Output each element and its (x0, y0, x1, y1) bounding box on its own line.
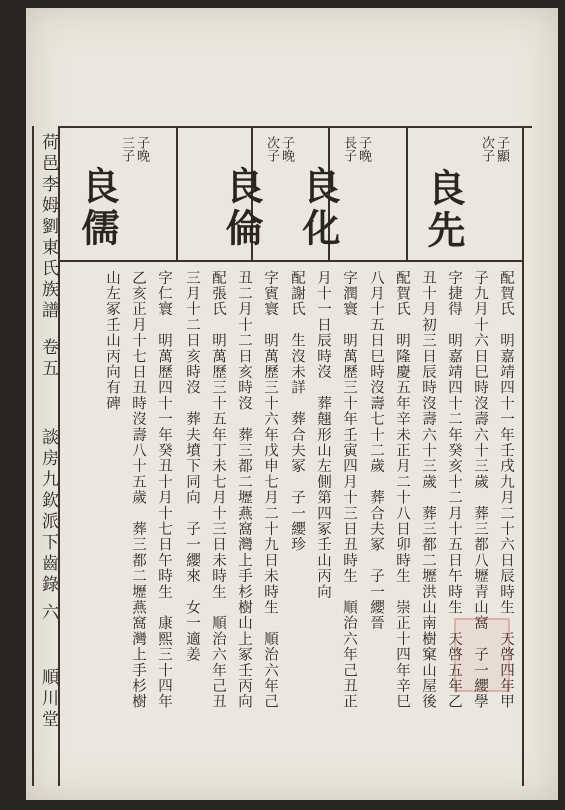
genealogy-page (26, 8, 558, 800)
bio-line: 字潤寰 明萬歷三十年壬寅四月十三日丑時生 順治六年己丑正 (341, 270, 357, 710)
person-name: 良倫 (219, 166, 264, 250)
collector-seal (454, 618, 510, 692)
bio-line: 子九月十六日巳時沒壽六十三歲 葬三都八壢青山窩 子一纓學 (472, 270, 488, 710)
gutter-rule (32, 126, 34, 786)
bio-line: 配張氏 明萬歷三十五年丁未七月十三日未時生 順治六年己丑 (210, 270, 226, 710)
son-order-label: 子顯 (494, 136, 509, 162)
son-order-label: 子晚 (279, 136, 294, 162)
page-number: 六 (38, 603, 58, 624)
bio-line: 字賓寰 明萬歷三十六年戊申七月二十九日未時生 順治六年己 (262, 270, 278, 710)
son-order-label: 子晚 (134, 136, 149, 162)
branch-label: 談房九欽派下齒錄 (38, 428, 58, 596)
bio-line: 配賀氏 明隆慶五年辛未正月二十八日卯時生 崇正十四年辛巳 (394, 270, 410, 710)
son-order-label: 次子 (479, 136, 494, 162)
bio-line: 三月十二日亥時沒 葬夫墳下同向 子一纓來 女一適姜 (184, 270, 200, 663)
bio-line: 配謝氏 生沒未詳 葬合夫冢 子一纓珍 (289, 270, 305, 553)
bio-line: 丑十月初三日辰時沒壽六十三歲 葬三都二壢洪山南樹窠山屋後 (420, 270, 436, 710)
person-name: 良先 (421, 168, 466, 252)
bio-line: 丑二月十二日亥時沒 葬三都二壢燕窩灣上手杉樹山上冢壬丙向 (236, 270, 252, 710)
entry-divider (176, 126, 178, 260)
bio-line: 八月十五日巳時沒壽七十二歲 葬合夫冢 子一纓晉 (368, 270, 384, 632)
entry-divider (406, 126, 408, 260)
bio-line: 月十一日辰時沒 葬翹形山左側第四冢壬山丙向 (315, 270, 331, 600)
bio-line: 配賀氏 明嘉靖四十一年壬戌九月二十六日辰時生 天啓四年甲 (498, 270, 514, 710)
bio-line: 乙亥正月十七日丑時沒壽八十五歲 葬三都二壢燕窩灣上手杉樹 (130, 270, 146, 710)
son-order-label: 子晚 (356, 136, 371, 162)
volume-label: 卷五 (38, 338, 58, 380)
son-order-label: 次子 (264, 136, 279, 162)
frame-top-rule (58, 126, 532, 128)
name-bio-separator (58, 260, 524, 262)
frame-right-rule (522, 126, 524, 786)
bio-line: 山左冢壬山丙向有碑 (104, 270, 120, 412)
book-title: 荷邑李姆劉東氏族譜 (38, 133, 58, 322)
son-order-label: 三子 (119, 136, 134, 162)
bio-line: 字仁寰 明萬歷四十一年癸丑十月十七日午時生 康熙三十四年 (156, 270, 172, 710)
son-order-label: 長子 (341, 136, 356, 162)
person-name: 良化 (296, 166, 341, 250)
hall-name: 順川堂 (38, 668, 58, 731)
person-name: 良儒 (75, 166, 120, 250)
bio-line: 字捷得 明嘉靖四十二年癸亥十二月十五日午時生 天啓五年乙 (446, 270, 462, 710)
